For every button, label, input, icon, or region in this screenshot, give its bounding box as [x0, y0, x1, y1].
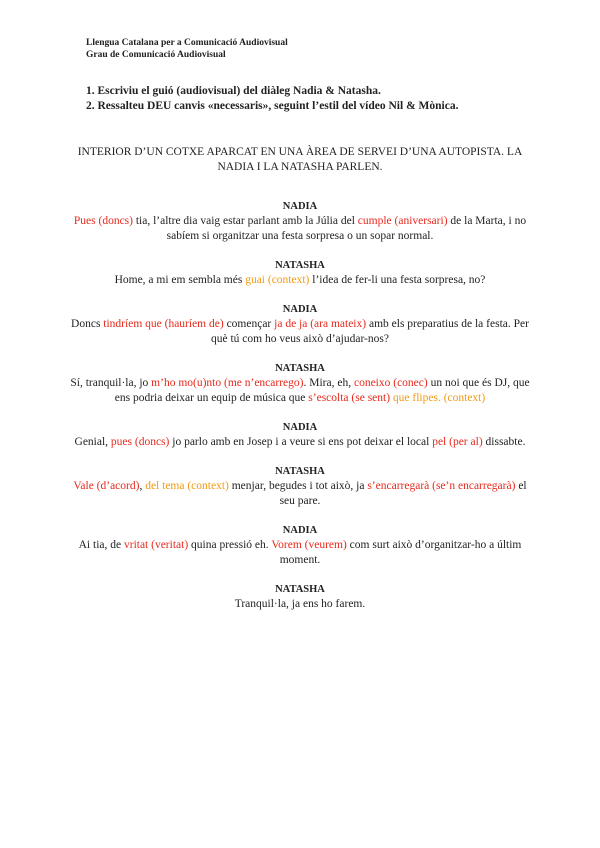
necessary-change-highlight: pues (doncs) — [110, 436, 170, 448]
speech-text: menjar, begudes i tot això, ja — [228, 480, 368, 492]
speech-text: de la Marta, i no sabíem si organitzar una festa sorpresa o un sopar normal. — [166, 215, 527, 242]
task-instructions — [86, 84, 458, 114]
task-item-2: 2. Ressalteu DEU canvis «necessaris», seguint l’estil del vídeo Nil & Mònica. — [86, 100, 459, 112]
speech-text: , — [139, 480, 146, 492]
dialogue-block — [70, 524, 530, 568]
speech-text: jo parlo amb en Josep i a veure si ens pot deixar el local — [169, 436, 433, 448]
speech-text: amb els preparatius de la festa. Per què tú com ho veus això d’ajudar-nos? — [211, 318, 529, 345]
speech-text: . Mira, eh, — [303, 377, 354, 389]
speech-text: el seu pare. — [279, 480, 527, 507]
speech-line — [70, 597, 530, 612]
necessary-change-highlight: Vale (d’acord) — [73, 480, 140, 492]
context-change-highlight: guai (context) — [245, 274, 310, 286]
dialogue-block — [70, 200, 530, 244]
course-header — [86, 37, 288, 61]
speech-text: com surt això d’organitzar-ho a últim moment. — [279, 539, 522, 566]
speaker-name: NADIA — [282, 201, 318, 212]
dialogue-block — [70, 303, 530, 347]
necessary-change-highlight: pel (per al) — [432, 436, 483, 448]
speech-text: tia, l’altre dia vaig estar parlant amb la Júlia del — [132, 215, 358, 227]
necessary-change-highlight: vritat (veritat) — [123, 539, 189, 551]
necessary-change-highlight: Pues (doncs) — [73, 215, 133, 227]
speaker-name: NATASHA — [275, 363, 325, 374]
necessary-change-highlight: coneixo (conec) — [353, 377, 428, 389]
speech-text: un noi que és DJ, que ens podria deixar un equip de música que — [114, 377, 530, 404]
degree-title: Grau de Comunicació Audiovisual — [86, 50, 226, 60]
speech-line — [70, 214, 530, 244]
speech-text: Sí, tranquil·la, jo — [70, 377, 152, 389]
context-change-highlight: que flipes. (context) — [392, 392, 486, 404]
speech-text: Home, a mi em sembla més — [114, 274, 246, 286]
necessary-change-highlight: cumple (aniversari) — [357, 215, 448, 227]
speaker-name: NADIA — [282, 422, 318, 433]
necessary-change-highlight: tindríem que (hauríem de) — [103, 318, 224, 330]
speaker-name: NADIA — [282, 304, 318, 315]
necessary-change-highlight: s’encarregarà (se’n encarregarà) — [367, 480, 516, 492]
dialogue-block — [70, 421, 530, 450]
speech-line — [70, 317, 530, 347]
speech-text: Doncs — [71, 318, 104, 330]
necessary-change-highlight: m’ho mo(u)nto (me n’encarrego) — [151, 377, 304, 389]
scene-heading: INTERIOR D’UN COTXE APARCAT EN UNA ÀREA DE SERVEI D’UNA AUTOPISTA. LA NADIA I LA NATASHA PARLEN. — [77, 146, 523, 173]
speaker-name: NATASHA — [275, 584, 325, 595]
speech-text: l’idea de fer-li una festa sorpresa, no? — [309, 274, 486, 286]
speaker-name: NATASHA — [275, 260, 325, 271]
speech-text: dissabte. — [482, 436, 526, 448]
dialogue-block — [70, 583, 530, 612]
necessary-change-highlight: ja de ja (ara mateix) — [274, 318, 367, 330]
necessary-change-highlight: Vorem (veurem) — [271, 539, 347, 551]
speech-line — [70, 435, 530, 450]
speech-text: Ai tia, de — [78, 539, 124, 551]
dialogue-script — [70, 200, 530, 627]
course-title: Llengua Catalana per a Comunicació Audiovisual — [86, 38, 288, 48]
context-change-highlight: del tema (context) — [145, 480, 229, 492]
dialogue-block — [70, 259, 530, 288]
speech-text: Genial, — [74, 436, 111, 448]
speech-text: Tranquil·la, ja ens ho farem. — [234, 598, 366, 610]
speech-line — [70, 538, 530, 568]
speech-line — [70, 479, 530, 509]
speech-line — [70, 376, 530, 406]
speech-text: quina pressió eh. — [188, 539, 272, 551]
dialogue-block — [70, 465, 530, 509]
speech-line — [70, 273, 530, 288]
speech-text: començar — [223, 318, 275, 330]
necessary-change-highlight: s’escolta (se sent) — [308, 392, 391, 404]
task-item-1: 1. Escriviu el guió (audiovisual) del diàleg Nadia & Natasha. — [86, 85, 381, 97]
dialogue-block — [70, 362, 530, 406]
speaker-name: NADIA — [282, 525, 318, 536]
speaker-name: NATASHA — [275, 466, 325, 477]
